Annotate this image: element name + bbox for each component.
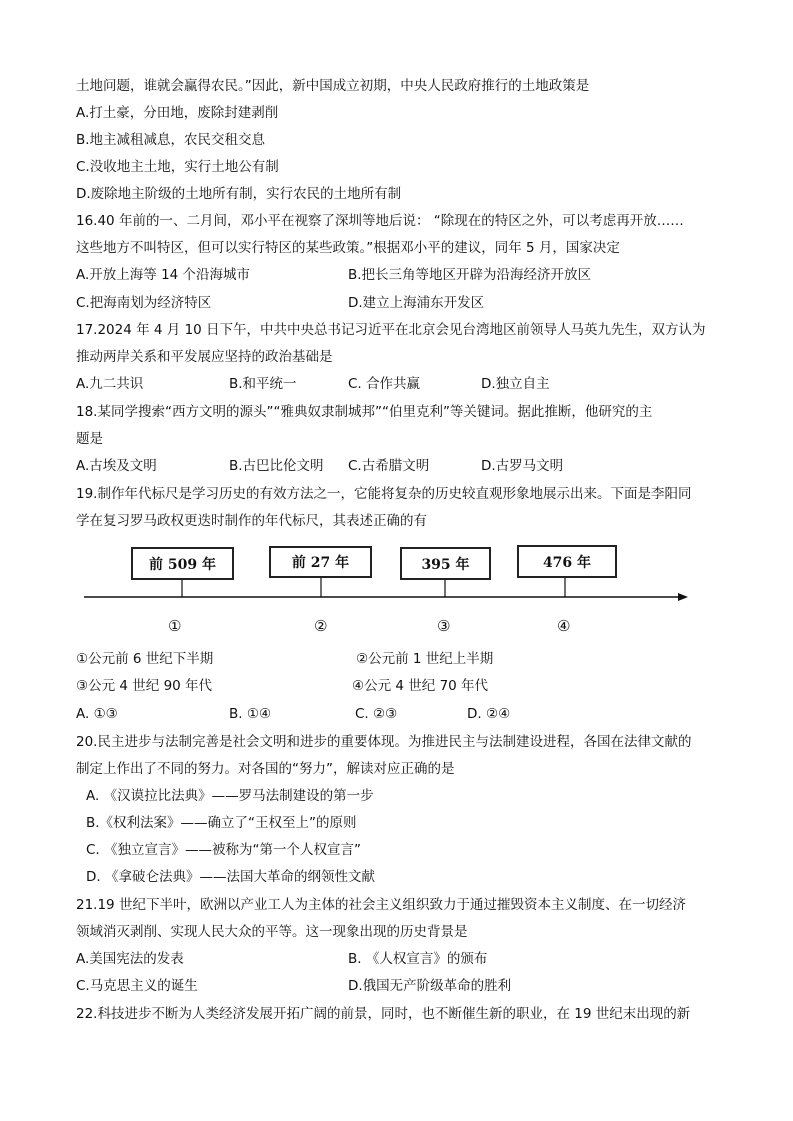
timeline-svg (0, 540, 793, 645)
q19-stem-line2: 学在复习罗马政权更迭时制作的年代标尺，其表述正确的有 (76, 513, 427, 529)
q21-option-c: C.马克思主义的诞生 (76, 978, 198, 994)
q19-statement-4: ④公元 4 世纪 70 年代 (352, 678, 489, 694)
q15-stem: 土地问题，谁就会赢得农民。”因此，新中国成立初期，中央人民政府推行的土地政策是 (76, 78, 590, 94)
q19-stem-line1: 19.制作年代标尺是学习历史的有效方法之一，它能将复杂的历史较直观形象地展示出来。下面是李阳同 (76, 486, 692, 502)
q17-option-a: A.九二共识 (76, 376, 144, 392)
timeline-mark-4: ④ (557, 617, 571, 635)
q18-option-d: D.古罗马文明 (481, 458, 564, 474)
q16-option-b: B.把长三角等地区开辟为沿海经济开放区 (348, 267, 592, 283)
q19-option-c: C. ②③ (355, 706, 398, 722)
q17-stem-line1: 17.2024 年 4 月 10 日下午，中共中央总书记习近平在北京会见台湾地区前领导人马英九先生，双方认为 (76, 322, 706, 338)
q20-stem-line2: 制定上作出了不同的努力。对各国的“努力”，解读对应正确的是 (76, 761, 455, 777)
timeline-box-4: 476 年 (517, 545, 617, 578)
q19-statement-3: ③公元 4 世纪 90 年代 (76, 678, 213, 694)
timeline-box-2: 前 27 年 (269, 546, 372, 578)
timeline-mark-1: ① (168, 617, 182, 635)
q20-option-c: C. 《独立宣言》——被称为“第一个人权宣言” (86, 842, 361, 858)
q15-option-c: C.没收地主土地，实行土地公有制 (76, 159, 279, 175)
q20-option-a: A. 《汉谟拉比法典》——罗马法制建设的第一步 (86, 788, 374, 804)
q17-option-b: B.和平统一 (229, 376, 297, 392)
q15-option-b: B.地主减租减息，农民交租交息 (76, 132, 266, 148)
timeline-box-1: 前 509 年 (131, 547, 234, 580)
timeline-mark-2: ② (314, 617, 328, 635)
q19-option-a: A. ①③ (76, 706, 118, 722)
q16-stem-line2: 这些地方不叫特区，但可以实行特区的某些政策。”根据邓小平的建议，同年 5 月，国家决定 (76, 240, 620, 256)
q20-stem-line1: 20.民主进步与法制完善是社会文明和进步的重要体现。为推进民主与法制建设进程，各国在法律文献的 (76, 734, 692, 750)
q21-option-d: D.俄国无产阶级革命的胜利 (348, 978, 512, 994)
q21-stem-line1: 21.19 世纪下半叶，欧洲以产业工人为主体的社会主义组织致力于通过摧毁资本主义制度、在一切经济 (76, 897, 686, 913)
q18-option-a: A.古埃及文明 (76, 458, 157, 474)
q18-option-c: C.古希腊文明 (348, 458, 430, 474)
q17-option-c: C. 合作共赢 (348, 376, 421, 392)
q21-stem-line2: 领域消灭剥削、实现人民大众的平等。这一现象出现的历史背景是 (76, 924, 468, 940)
q19-option-d: D. ②④ (467, 706, 511, 722)
q19-option-b: B. ①④ (229, 706, 272, 722)
q21-option-b: B. 《人权宣言》的颁布 (348, 951, 488, 967)
q21-option-a: A.美国宪法的发表 (76, 951, 184, 967)
q19-statement-2: ②公元前 1 世纪上半期 (356, 651, 494, 667)
q18-stem-line1: 18.某同学搜索“西方文明的源头”“雅典奴隶制城邦”“伯里克利”等关键词。据此推断，他研究的主 (76, 404, 653, 420)
q18-stem-line2: 题是 (76, 431, 103, 447)
timeline-figure (0, 540, 793, 645)
q15-option-d: D.废除地主阶级的土地所有制，实行农民的土地所有制 (76, 186, 402, 202)
q16-option-d: D.建立上海浦东开发区 (348, 295, 485, 311)
q17-option-d: D.独立自主 (481, 376, 550, 392)
q22-stem-line1: 22.科技进步不断为人类经济发展开拓广阔的前景，同时，也不断催生新的职业，在 19 世纪末出现的新 (76, 1006, 691, 1022)
q17-stem-line2: 推动两岸关系和平发展应坚持的政治基础是 (76, 349, 333, 365)
q16-stem-line1: 16.40 年前的一、二月间，邓小平在视察了深圳等地后说： “除现在的特区之外，可以考虑再开放…… (76, 213, 684, 229)
q19-statement-1: ①公元前 6 世纪下半期 (76, 651, 214, 667)
timeline-mark-3: ③ (437, 617, 451, 635)
q16-option-c: C.把海南划为经济特区 (76, 295, 212, 311)
q18-option-b: B.古巴比伦文明 (229, 458, 324, 474)
q15-option-a: A.打土豪，分田地，废除封建剥削 (76, 105, 279, 121)
timeline-box-3: 395 年 (400, 547, 491, 580)
q20-option-b: B.《权利法案》——确立了“王权至上”的原则 (86, 815, 357, 831)
q16-option-a: A.开放上海等 14 个沿海城市 (76, 267, 251, 283)
q20-option-d: D. 《拿破仑法典》——法国大革命的纲领性文献 (86, 869, 375, 885)
timeline-arrow-icon (678, 593, 688, 601)
